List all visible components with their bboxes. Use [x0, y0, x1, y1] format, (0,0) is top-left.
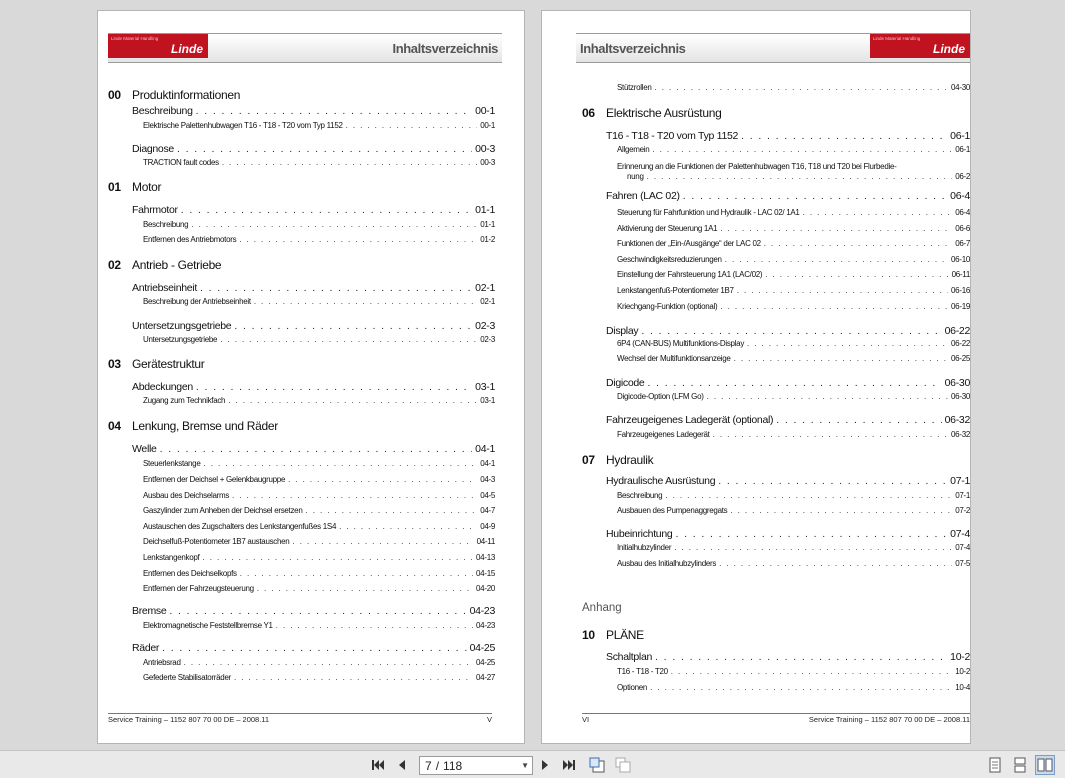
- toc-page-number: 07-4: [955, 543, 970, 552]
- single-page-view-icon: [988, 757, 1002, 773]
- toc-subsection-link[interactable]: [143, 506, 495, 515]
- toc-page-number: 06-1: [950, 130, 970, 142]
- toc-subsection-link[interactable]: [143, 459, 495, 468]
- toc-entry-title: Elektrische Palettenhubwagen T16 - T18 - T20 vom Typ 1152: [143, 121, 343, 130]
- toc-page-number: 03-1: [475, 381, 495, 393]
- total-pages: 118: [443, 758, 463, 773]
- dot-leader: [680, 190, 947, 202]
- toc-section-link[interactable]: [606, 651, 970, 663]
- dot-leader: [800, 208, 953, 217]
- dot-leader: [251, 297, 477, 306]
- toc-entry-title: Diagnose: [132, 143, 174, 155]
- toc-page-number: 10-4: [955, 683, 970, 692]
- toc-section-link[interactable]: [132, 381, 495, 393]
- chapter-title: Elektrische Ausrüstung: [606, 106, 722, 120]
- chapter-title: Gerätestruktur: [132, 357, 205, 371]
- page-header-bar: [108, 33, 502, 63]
- toc-subsection-link[interactable]: [617, 145, 970, 154]
- toc-subsection-link[interactable]: [617, 224, 970, 233]
- toc-page-number: 06-19: [951, 302, 970, 311]
- toc-section-link[interactable]: [606, 528, 970, 540]
- dot-leader: [200, 459, 477, 468]
- toc-subsection-link[interactable]: [143, 335, 495, 344]
- continuous-view-icon: [1013, 757, 1027, 773]
- toc-entry-title: Entfernen des Antriebmotors: [143, 235, 237, 244]
- dot-leader: [722, 255, 948, 264]
- toc-page-number: 04-15: [476, 569, 495, 578]
- toc-entry-title: Fahrzeugeigenes Ladegerät (optional): [606, 414, 774, 426]
- toc-section-link[interactable]: [606, 190, 970, 202]
- toc-entry-title: Beschreibung der Antriebseinheit: [143, 297, 251, 306]
- logo-brand: Linde: [933, 42, 965, 56]
- toc-section-link[interactable]: [606, 414, 970, 426]
- dot-leader: [237, 569, 473, 578]
- toc-subsection-link[interactable]: [143, 658, 495, 667]
- dot-leader: [672, 528, 947, 540]
- toc-page-number: 07-4: [950, 528, 970, 540]
- toc-section-link[interactable]: [132, 443, 495, 455]
- dot-leader: [159, 642, 467, 654]
- toc-page-number: 10-2: [955, 667, 970, 676]
- toc-entry-title: Lenkstangenkopf: [143, 553, 200, 562]
- linde-logo: [870, 34, 970, 58]
- dot-leader: [717, 302, 948, 311]
- toc-subsection-link[interactable]: [617, 667, 970, 676]
- dot-leader: [188, 220, 477, 229]
- toc-subsection-link[interactable]: [617, 559, 970, 568]
- toc-entry-title: Fahrzeugeigenes Ladegerät: [617, 430, 710, 439]
- dot-leader: [662, 491, 952, 500]
- toc-entry-title: Elektromagnetische Feststellbremse Y1: [143, 621, 273, 630]
- toc-entry-title: Austauschen des Zugschalters des Lenkstangenfußes 1S4: [143, 522, 337, 531]
- logo-tagline: Linde Material Handling: [111, 36, 159, 41]
- dot-leader: [717, 224, 952, 233]
- chapter-number: 03: [108, 357, 121, 371]
- toc-entry-title: Untersetzungsgetriebe: [143, 335, 218, 344]
- toc-chapter: [108, 258, 495, 272]
- single-page-view-button[interactable]: [985, 755, 1005, 775]
- toc-page-number: 06-1: [955, 145, 970, 154]
- toc-page-number: 02-1: [475, 282, 495, 294]
- toc-page-number: 04-30: [951, 83, 970, 92]
- footer-page-number: V: [486, 715, 492, 724]
- toc-entry-title: Wechsel der Multifunktionsanzeige: [617, 354, 731, 363]
- toc-page-number: 06-25: [951, 354, 970, 363]
- toc-section-link[interactable]: [606, 130, 970, 142]
- chapter-number: 06: [582, 106, 595, 120]
- toc-subsection-link[interactable]: [143, 475, 495, 484]
- dot-leader: [710, 430, 948, 439]
- toc-subsection-link[interactable]: [143, 673, 495, 682]
- page-header-bar: [576, 33, 970, 63]
- two-page-view-button[interactable]: [1035, 755, 1055, 775]
- dot-leader: [704, 392, 948, 401]
- dot-leader: [336, 522, 477, 531]
- toc-subsection-link[interactable]: [143, 522, 495, 531]
- toc-subsection-link[interactable]: [143, 220, 495, 229]
- chapter-title: PLÄNE: [606, 628, 644, 642]
- chapter-number: 07: [582, 453, 595, 467]
- toc-chapter: [108, 419, 495, 433]
- dot-leader: [647, 683, 952, 692]
- toc-page-number: 04-3: [480, 475, 495, 484]
- toc-subsection-link[interactable]: [143, 158, 495, 167]
- toc-page-number: 01-2: [480, 235, 495, 244]
- toc-page-number: 02-1: [480, 297, 495, 306]
- document-page-right: [541, 10, 971, 744]
- dot-leader: [157, 443, 473, 455]
- toc-subsection-link[interactable]: [617, 302, 970, 311]
- toc-section-link[interactable]: [606, 325, 970, 337]
- page-header-title: Inhaltsverzeichnis: [580, 41, 686, 56]
- dot-leader: [738, 130, 947, 142]
- toc-subsection-link[interactable]: [617, 255, 970, 264]
- toc-entry-title: TRACTION fault codes: [143, 158, 219, 167]
- toc-entry-title: Stützrollen: [617, 83, 652, 92]
- toc-subsection-link[interactable]: [143, 491, 495, 500]
- toc-entry-title: Räder: [132, 642, 160, 654]
- footer-right-text: Service Training – 1152 807 70 00 DE – 2008.11: [808, 715, 970, 724]
- toc-entry-title: Gaszylinder zum Anheben der Deichsel ersetzen: [143, 506, 303, 515]
- toc-page-number: 04-5: [480, 491, 495, 500]
- toc-subsection-link[interactable]: [617, 543, 970, 552]
- toc-subsection-link[interactable]: [143, 621, 495, 630]
- document-page-left: [97, 10, 525, 744]
- toc-page-number: 04-23: [476, 621, 495, 630]
- toc-section-link[interactable]: [132, 204, 495, 216]
- toc-section-link[interactable]: [132, 642, 495, 654]
- page-footer: [108, 713, 492, 724]
- fit-page-button[interactable]: [587, 755, 607, 775]
- toc-section-link[interactable]: [132, 605, 495, 617]
- toc-page-number: 04-20: [476, 584, 495, 593]
- toc-page-number: 00-3: [480, 158, 495, 167]
- viewer-toolbar: [0, 750, 1065, 778]
- dot-leader: [178, 204, 472, 216]
- page-footer: [582, 713, 970, 724]
- chapter-title: Produktinformationen: [132, 88, 241, 102]
- next-page-icon: [538, 758, 552, 772]
- toc-page-number: 04-25: [469, 642, 495, 654]
- dot-leader: [174, 143, 472, 155]
- dot-leader: [716, 559, 952, 568]
- dot-leader: [217, 335, 477, 344]
- chapter-title: Antrieb - Getriebe: [132, 258, 222, 272]
- toc-entry-title: Steuerlenkstange: [143, 459, 201, 468]
- toc-page-number: 06-4: [950, 190, 970, 202]
- toc-page-number: 06-22: [944, 325, 970, 337]
- dot-leader: [219, 158, 477, 167]
- toc-entry-title: Kriechgang-Funktion (optional): [617, 302, 718, 311]
- dot-leader: [761, 239, 952, 248]
- dot-leader: [644, 377, 941, 389]
- toc-entry-title: Zugang zum Technikfach: [143, 396, 226, 405]
- toc-entry-title: Beschreibung: [617, 491, 663, 500]
- chapter-number: 10: [582, 628, 595, 642]
- page-separator: /: [435, 758, 440, 773]
- toc-entry-title: Erinnerung an die Funktionen der Palettenhubwagen T16, T18 und T20 bei Flurbedie-: [617, 162, 897, 171]
- toc-page-number: 02-3: [475, 320, 495, 332]
- toc-subsection-link[interactable]: [617, 339, 970, 348]
- toc-chapter: [582, 628, 970, 642]
- toc-entry-title: Abdeckungen: [132, 381, 193, 393]
- toc-entry-title: Ausbau des Deichselarms: [143, 491, 230, 500]
- toc-subsection-link[interactable]: [143, 121, 495, 130]
- dot-leader: [731, 354, 948, 363]
- toc-page-number: 06-11: [951, 270, 970, 279]
- toc-page-number: 04-1: [480, 459, 495, 468]
- toc-page-number: 01-1: [480, 220, 495, 229]
- continuous-view-button[interactable]: [1010, 755, 1030, 775]
- chapter-title: Lenkung, Bremse und Räder: [132, 419, 278, 433]
- toc-entry-title: Fahrmotor: [132, 204, 178, 216]
- toc-entry-title: Entfernen der Fahrzeugsteuerung: [143, 584, 254, 593]
- toc-entry-title: T16 - T18 - T20 vom Typ 1152: [606, 130, 739, 142]
- chapter-title: Motor: [132, 180, 162, 194]
- toc-entry-title: Beschreibung: [143, 220, 189, 229]
- toc-entry-title: Allgemein: [617, 145, 650, 154]
- toc-entry-title: Digicode: [606, 377, 645, 389]
- toc-entry-title: Funktionen der „Ein-/Ausgänge“ der LAC 02: [617, 239, 761, 248]
- toc-subsection-link[interactable]: [617, 354, 970, 363]
- toc-entry-title: Welle: [132, 443, 157, 455]
- toc-subsection-link[interactable]: [143, 297, 495, 306]
- dot-leader: [671, 543, 952, 552]
- toc-chapter: [108, 180, 495, 194]
- toc-entry-title-continued: nung: [627, 172, 644, 181]
- toc-page-number: 06-4: [955, 208, 970, 217]
- dot-leader: [773, 414, 941, 426]
- chevron-down-icon[interactable]: ▼: [521, 761, 529, 770]
- dot-leader: [225, 396, 477, 405]
- toc-page-number: 10-2: [950, 651, 970, 663]
- toc-entry-title: Lenkstangenfuß-Potentiometer 1B7: [617, 286, 734, 295]
- toc-entry-title: Antriebseinheit: [132, 282, 197, 294]
- dot-leader: [236, 235, 477, 244]
- next-page-button[interactable]: [535, 755, 555, 775]
- dot-leader: [197, 282, 472, 294]
- toc-page-number: 07-1: [955, 491, 970, 500]
- toc-entry-title: T16 - T18 - T20: [617, 667, 668, 676]
- toc-subsection-link[interactable]: [617, 239, 970, 248]
- toc-subsection-link[interactable]: [143, 396, 495, 405]
- toc-entry-title: Hydraulische Ausrüstung: [606, 475, 716, 487]
- toc-section-link[interactable]: [132, 105, 495, 117]
- dot-leader: [193, 381, 472, 393]
- toc-chapter: [582, 106, 970, 120]
- toc-subsection-link[interactable]: [617, 270, 970, 279]
- toc-page-number: 04-9: [480, 522, 495, 531]
- dot-leader: [638, 325, 941, 337]
- current-page-number[interactable]: 7: [425, 758, 432, 773]
- toc-entry-title: Ausbau des Initialhubzylinders: [617, 559, 717, 568]
- logo-tagline: Linde Material Handling: [873, 36, 921, 41]
- toc-page-number: 07-1: [950, 475, 970, 487]
- dot-leader: [289, 537, 473, 546]
- dot-leader: [199, 553, 473, 562]
- toc-entry-title: Antriebsrad: [143, 658, 181, 667]
- last-page-icon: [562, 758, 576, 772]
- dot-leader: [254, 584, 473, 593]
- dot-leader: [644, 172, 953, 181]
- chapter-number: 00: [108, 88, 121, 102]
- chapter-number: 04: [108, 419, 121, 433]
- chapter-number: 02: [108, 258, 121, 272]
- chapter-number: 01: [108, 180, 121, 194]
- toc-subsection-link[interactable]: [143, 553, 495, 562]
- toc-subsection-link[interactable]: [143, 235, 495, 244]
- toc-subsection-link[interactable]: [627, 172, 970, 181]
- toc-entry-title: Gefederte Stabilisatorräder: [143, 673, 231, 682]
- toc-section-link[interactable]: [132, 282, 495, 294]
- dot-leader: [668, 667, 952, 676]
- dot-leader: [652, 651, 947, 663]
- toc-subsection-link[interactable]: [617, 491, 970, 500]
- footer-page-number: VI: [582, 715, 590, 724]
- last-page-button[interactable]: [559, 755, 579, 775]
- footer-left-text: Service Training – 1152 807 70 00 DE – 2008.11: [108, 715, 270, 724]
- toc-page-number: 06-32: [944, 414, 970, 426]
- fit-page-icon: [588, 756, 606, 774]
- toc-subsection-link[interactable]: [617, 161, 948, 172]
- toc-entry-title: Fahren (LAC 02): [606, 190, 680, 202]
- page-header-title: Inhaltsverzeichnis: [392, 41, 498, 56]
- chapter-title: Hydraulik: [606, 453, 654, 467]
- dot-leader: [229, 491, 477, 500]
- dot-leader: [734, 286, 948, 295]
- toc-entry-title: Schaltplan: [606, 651, 653, 663]
- rotate-icon: [614, 756, 632, 774]
- toc-entry-title: Hubeinrichtung: [606, 528, 673, 540]
- toc-page-number: 07-2: [955, 506, 970, 515]
- toc-page-number: 04-23: [469, 605, 495, 617]
- dot-leader: [181, 658, 473, 667]
- toc-entry-title: Entfernen des Deichselkopfs: [143, 569, 237, 578]
- toc-subsection-link[interactable]: [617, 286, 970, 295]
- toc-subsection-link[interactable]: [617, 683, 970, 692]
- rotate-button[interactable]: [613, 755, 633, 775]
- page-number-select[interactable]: [419, 756, 533, 775]
- toc-page-number: 04-25: [476, 658, 495, 667]
- toc-section-link[interactable]: [606, 475, 970, 487]
- toc-entry-title: Ausbauen des Pumpenaggregats: [617, 506, 728, 515]
- first-page-button[interactable]: [368, 755, 388, 775]
- toc-page-number: 04-13: [476, 553, 495, 562]
- dot-leader: [649, 145, 952, 154]
- toc-chapter: [582, 453, 970, 467]
- toc-entry-title: Deichselfuß-Potentiometer 1B7 austauschen: [143, 537, 290, 546]
- toc-page-number: 06-32: [951, 430, 970, 439]
- previous-page-button[interactable]: [392, 755, 412, 775]
- dot-leader: [231, 673, 473, 682]
- dot-leader: [166, 605, 466, 617]
- dot-leader: [285, 475, 477, 484]
- toc-entry-title: 6P4 (CAN-BUS) Multifunktions-Display: [617, 339, 745, 348]
- dot-leader: [343, 121, 478, 130]
- toc-subsection-link[interactable]: [143, 584, 495, 593]
- two-page-view-icon: [1037, 758, 1053, 772]
- dot-leader: [744, 339, 948, 348]
- first-page-icon: [371, 758, 385, 772]
- toc-entry-title: Digicode-Option (LFM Go): [617, 392, 704, 401]
- toc-section-link[interactable]: [132, 143, 495, 155]
- dot-leader: [302, 506, 477, 515]
- toc-entry-title: Bremse: [132, 605, 167, 617]
- toc-page-number: 00-3: [475, 143, 495, 155]
- toc-page-number: 01-1: [475, 204, 495, 216]
- previous-page-icon: [395, 758, 409, 772]
- toc-subsection-link[interactable]: [617, 506, 970, 515]
- toc-section-link[interactable]: [606, 377, 970, 389]
- dot-leader: [193, 105, 473, 117]
- toc-page-number: 06-10: [951, 255, 970, 264]
- toc-page-number: 00-1: [475, 105, 495, 117]
- dot-leader: [652, 83, 949, 92]
- toc-page-number: 06-30: [944, 377, 970, 389]
- toc-entry-title: Aktivierung der Steuerung 1A1: [617, 224, 718, 233]
- dot-leader: [727, 506, 952, 515]
- toc-entry-title: Beschreibung: [132, 105, 193, 117]
- toc-page-number: 04-7: [480, 506, 495, 515]
- toc-subsection-link[interactable]: [617, 392, 970, 401]
- toc-entry-title: Einstellung der Fahrsteuerung 1A1 (LAC/02): [617, 270, 763, 279]
- toc-page-number: 06-30: [951, 392, 970, 401]
- toc-entry-title: Initialhubzylinder: [617, 543, 672, 552]
- toc-page-number: 06-7: [955, 239, 970, 248]
- toc-entry-title: Display: [606, 325, 639, 337]
- linde-logo: [108, 34, 208, 58]
- dot-leader: [715, 475, 947, 487]
- toc-subsection-link[interactable]: [617, 208, 970, 217]
- toc-entry-title: Geschwindigkeitsreduzierungen: [617, 255, 722, 264]
- toc-section-link[interactable]: [132, 320, 495, 332]
- appendix-heading: Anhang: [582, 602, 622, 614]
- dot-leader: [762, 270, 948, 279]
- toc-page-number: 04-27: [476, 673, 495, 682]
- toc-page-number: 04-1: [475, 443, 495, 455]
- toc-entry-title: Optionen: [617, 683, 648, 692]
- toc-subsection-link[interactable]: [143, 569, 495, 578]
- dot-leader: [273, 621, 473, 630]
- toc-page-number: 06-2: [955, 172, 970, 181]
- toc-chapter: [108, 88, 495, 102]
- toc-page-number: 06-22: [951, 339, 970, 348]
- logo-brand: Linde: [171, 42, 203, 56]
- toc-subsection-link[interactable]: [617, 430, 970, 439]
- toc-page-number: 03-1: [480, 396, 495, 405]
- dot-leader: [231, 320, 472, 332]
- toc-subsection-link[interactable]: [143, 537, 495, 546]
- toc-page-number: 04-11: [476, 537, 495, 546]
- toc-page-number: 06-16: [951, 286, 970, 295]
- toc-entry-title: Untersetzungsgetriebe: [132, 320, 232, 332]
- toc-chapter: [108, 357, 495, 371]
- toc-page-number: 07-5: [955, 559, 970, 568]
- toc-page-number: 06-6: [955, 224, 970, 233]
- toc-entry-title: Entfernen der Deichsel + Gelenkbaugruppe: [143, 475, 286, 484]
- toc-page-number: 00-1: [480, 121, 495, 130]
- toc-entry-title: Steuerung für Fahrfunktion und Hydraulik - LAC 02/ 1A1: [617, 208, 800, 217]
- toc-page-number: 02-3: [480, 335, 495, 344]
- toc-subsection-link[interactable]: [617, 83, 970, 92]
